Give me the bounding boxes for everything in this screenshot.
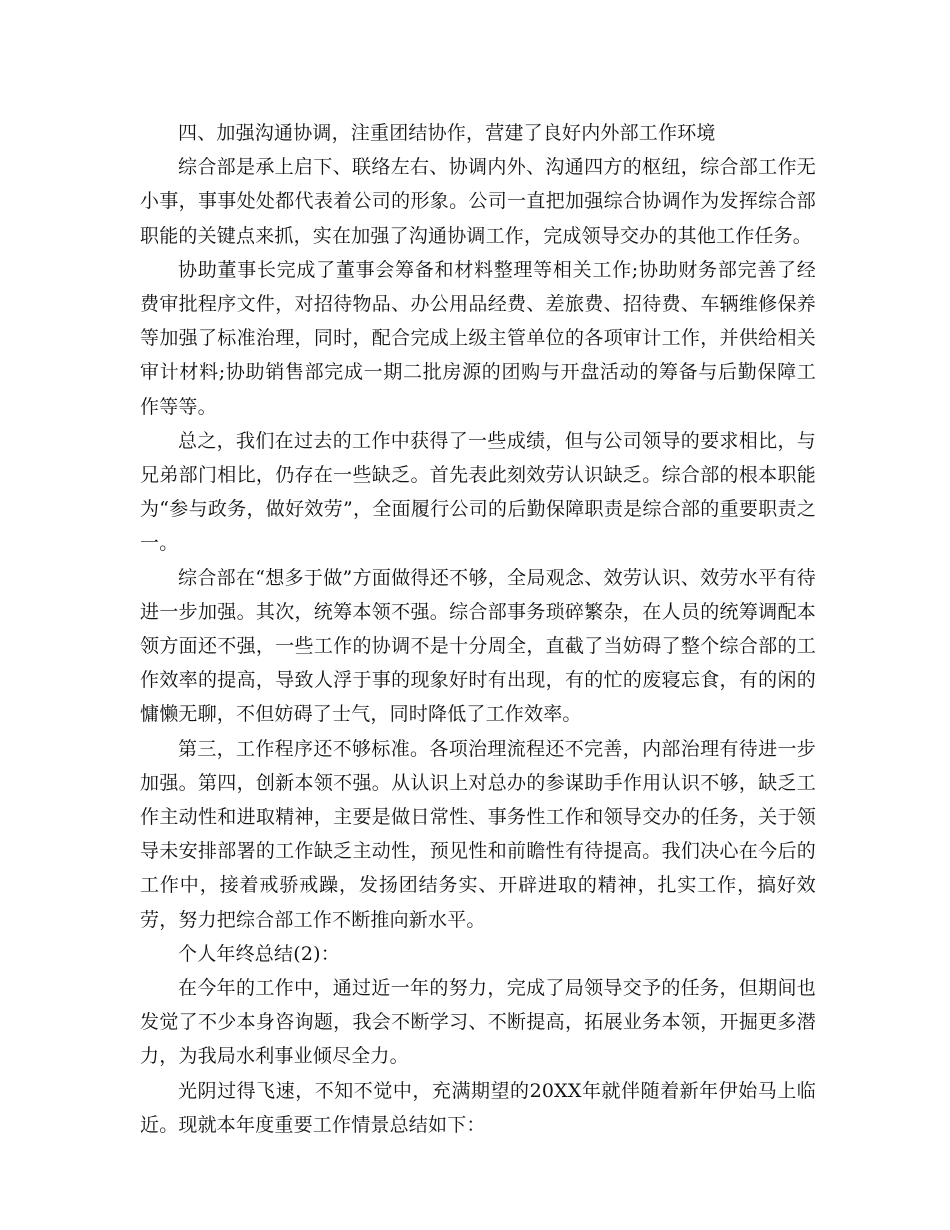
- paragraph: 光阴过得飞速，不知不觉中，充满期望的20XX年就伴随着新年伊始马上临近。现就本年度重要工作情景总结如下：: [140, 1079, 816, 1136]
- paragraph: 总之，我们在过去的工作中获得了一些成绩，但与公司领导的要求相比，与兄弟部门相比，仍存在一些缺乏。首先表此刻效劳认识缺乏。综合部的根本职能为“参与政务，做好效劳”，全面履行公司的后勤保障职责是综合部的重要职责之一。: [140, 429, 816, 555]
- subsection-heading: 个人年终总结(2)：: [178, 942, 340, 965]
- section-heading: 四、加强沟通协调，注重团结协作，营建了良好内外部工作环境: [178, 122, 716, 144]
- paragraph: 综合部是承上启下、联络左右、协调内外、沟通四方的枢纽，综合部工作无小事，事事处处都代表着公司的形象。公司一直把加强综合协调作为发挥综合部职能的关键点来抓，实在加强了沟通协调工作，完成领导交办的其他工作任务。: [140, 156, 816, 247]
- paragraph: 第三，工作程序还不够标准。各项治理流程还不完善，内部治理有待进一步加强。第四，创新本领不强。从认识上对总办的参谋助手作用认识不够，缺乏工作主动性和进取精神，主要是做日常性、事务性工作和领导交办的任务，关于领导未安排部署的工作缺乏主动性，预见性和前瞻性有待提高。我们决心在今后的工作中，接着戒骄戒躁，发扬团结务实、开辟进取的精神，扎实工作，搞好效劳，努力把综合部工作不断推向新水平。: [140, 737, 816, 931]
- paragraph: 综合部在“想多于做”方面做得还不够，全局观念、效劳认识、效劳水平有待进一步加强。其次，统筹本领不强。综合部事务琐碎繁杂，在人员的统筹调配本领方面还不强，一些工作的协调不是十分周全，直截了当妨碍了整个综合部的工作效率的提高，导致人浮于事的现象好时有出现，有的忙的废寝忘食，有的闲的慵懒无聊，不但妨碍了士气，同时降低了工作效率。: [140, 566, 816, 726]
- document-body: [140, 116, 816, 1142]
- paragraph: 协助董事长完成了董事会筹备和材料整理等相关工作;协助财务部完善了经费审批程序文件，对招待物品、办公用品经费、差旅费、招待费、车辆维修保养等加强了标准治理，同时，配合完成上级主管单位的各项审计工作，并供给相关审计材料;协助销售部完成一期二批房源的团购与开盘活动的筹备与后勤保障工作等等。: [140, 258, 816, 418]
- paragraph: 在今年的工作中，通过近一年的努力，完成了局领导交予的任务，但期间也发觉了不少本身咨询题，我会不断学习、不断提高，拓展业务本领，开掘更多潜力，为我局水利事业倾尽全力。: [140, 977, 816, 1068]
